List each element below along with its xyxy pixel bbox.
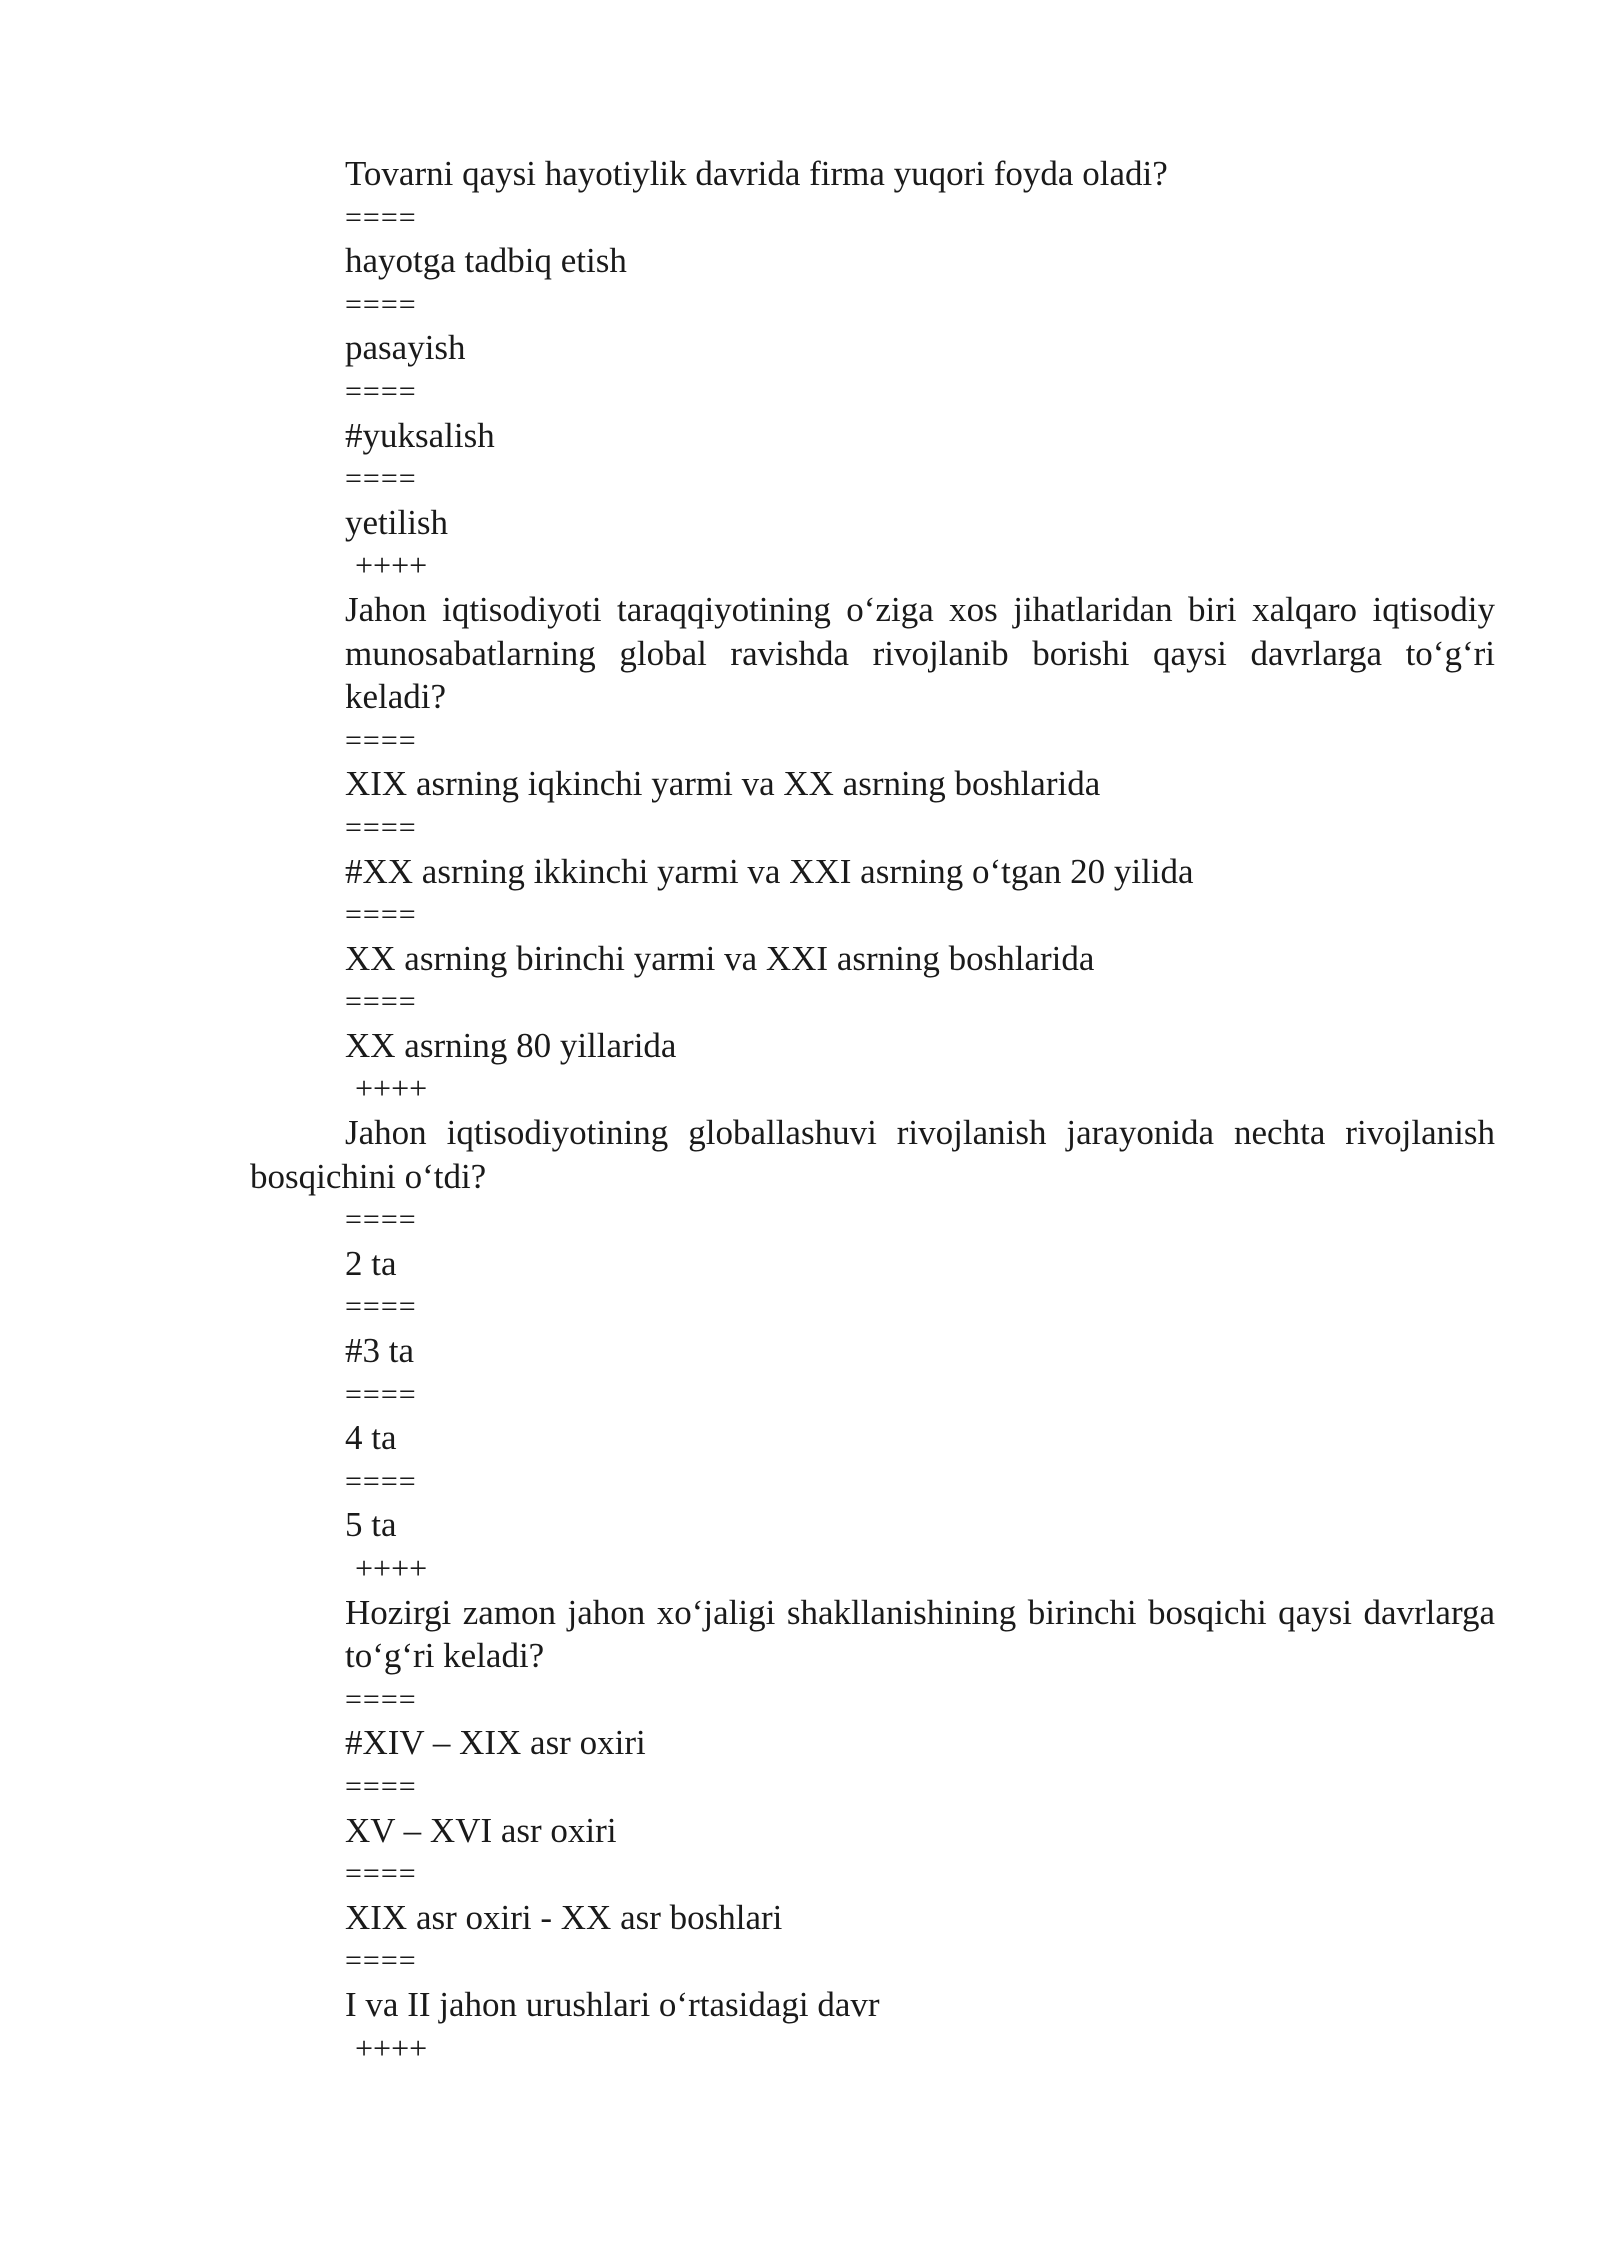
option-separator: ==== bbox=[345, 1857, 417, 1891]
answer-option: 5 ta bbox=[345, 1505, 397, 1545]
question-text: Tovarni qaysi hayotiylik davrida firma yuqori foyda oladi? bbox=[345, 154, 1168, 193]
option-separator: ==== bbox=[345, 287, 417, 321]
answer-option: XV – XVI asr oxiri bbox=[345, 1810, 617, 1850]
option-separator: ==== bbox=[345, 723, 417, 757]
correct-answer-option: #yuksalish bbox=[345, 415, 495, 455]
question-text: Jahon iqtisodiyoti taraqqiyotining o‘ziga xos jihatlaridan biri xalqaro iqtisodiy munosabatlarning global ravishda rivojlanib borishi qaysi davrlarga to‘g‘ri keladi? bbox=[345, 589, 1495, 717]
correct-answer-option: #3 ta bbox=[345, 1331, 415, 1371]
option-separator: ==== bbox=[345, 898, 417, 932]
answer-option: 4 ta bbox=[345, 1418, 397, 1458]
question-terminator: ++++ bbox=[355, 547, 428, 584]
option-separator: ==== bbox=[345, 374, 417, 408]
question-text: Hozirgi zamon jahon xo‘jaligi shakllanishining birinchi bosqichi qaysi davrlarga to‘g‘ri keladi? bbox=[345, 1592, 1495, 1676]
correct-answer-option: #XX asrning ikkinchi yarmi va XXI asrning o‘tgan 20 yilida bbox=[345, 851, 1194, 891]
question-terminator: ++++ bbox=[355, 2029, 428, 2066]
option-separator: ==== bbox=[345, 985, 417, 1019]
answer-option: 2 ta bbox=[345, 1243, 397, 1283]
answer-option: XIX asrning iqkinchi yarmi va XX asrning boshlarida bbox=[345, 764, 1101, 804]
answer-option: yetilish bbox=[345, 502, 449, 542]
option-separator: ==== bbox=[345, 200, 417, 234]
option-separator: ==== bbox=[345, 1944, 417, 1978]
answer-option: XX asrning 80 yillarida bbox=[345, 1025, 677, 1065]
option-separator: ==== bbox=[345, 1203, 417, 1237]
answer-option: pasayish bbox=[345, 328, 466, 368]
answer-option: hayotga tadbiq etish bbox=[345, 241, 627, 281]
test-content bbox=[250, 152, 1495, 2070]
question-terminator: ++++ bbox=[355, 1070, 428, 1107]
answer-option: I va II jahon urushlari o‘rtasidagi davr bbox=[345, 1984, 880, 2024]
option-separator: ==== bbox=[345, 1377, 417, 1411]
correct-answer-option: #XIV – XIX asr oxiri bbox=[345, 1723, 646, 1763]
option-separator: ==== bbox=[345, 462, 417, 496]
option-separator: ==== bbox=[345, 810, 417, 844]
answer-option: XX asrning birinchi yarmi va XXI asrning boshlarida bbox=[345, 938, 1095, 978]
option-separator: ==== bbox=[345, 1290, 417, 1324]
answer-option: XIX asr oxiri - XX asr boshlari bbox=[345, 1897, 783, 1937]
option-separator: ==== bbox=[345, 1769, 417, 1803]
question-terminator: ++++ bbox=[355, 1550, 428, 1586]
option-separator: ==== bbox=[345, 1464, 417, 1498]
option-separator: ==== bbox=[345, 1682, 417, 1716]
question-text: Jahon iqtisodiyotining globallashuvi rivojlanish jarayonida nechta rivojlanish bosqichini o‘tdi? bbox=[250, 1113, 1495, 1196]
